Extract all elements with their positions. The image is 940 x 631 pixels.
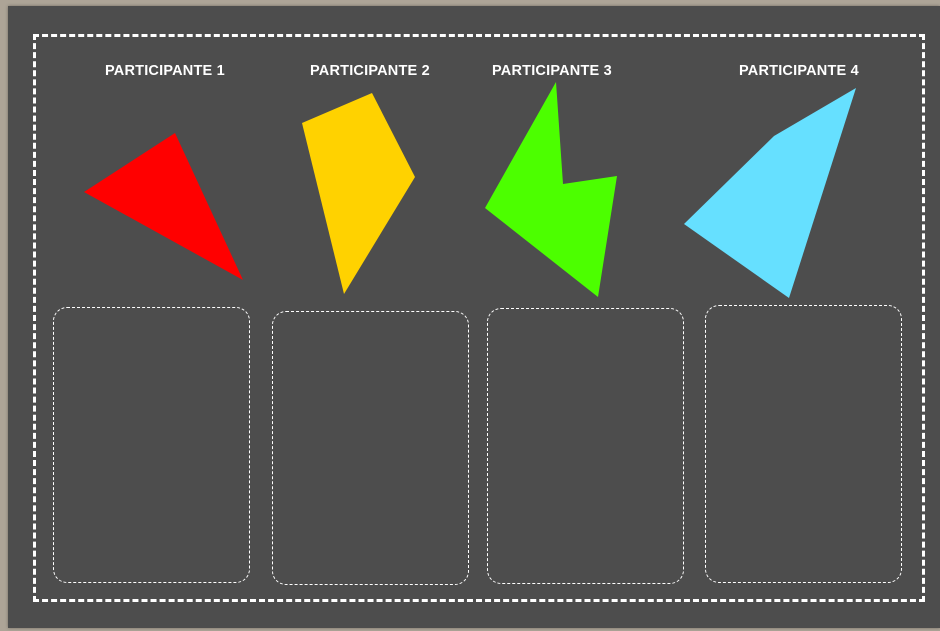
participant-1-drop-slot[interactable] (53, 307, 250, 583)
participant-2-yellow-pentagon[interactable] (302, 93, 415, 294)
participant-3-green-polygon[interactable] (485, 82, 617, 297)
participant-4-label: PARTICIPANTE 4 (739, 63, 859, 79)
participant-3-label: PARTICIPANTE 3 (492, 63, 612, 79)
game-board (8, 6, 940, 628)
participant-2-label: PARTICIPANTE 2 (310, 63, 430, 79)
participant-2-drop-slot[interactable] (272, 311, 469, 585)
participant-4-drop-slot[interactable] (705, 305, 902, 583)
participant-1-label: PARTICIPANTE 1 (105, 63, 225, 79)
participant-4-cyan-quadrilateral[interactable] (684, 88, 856, 298)
participant-1-red-triangle[interactable] (84, 133, 243, 280)
participant-3-drop-slot[interactable] (487, 308, 684, 584)
